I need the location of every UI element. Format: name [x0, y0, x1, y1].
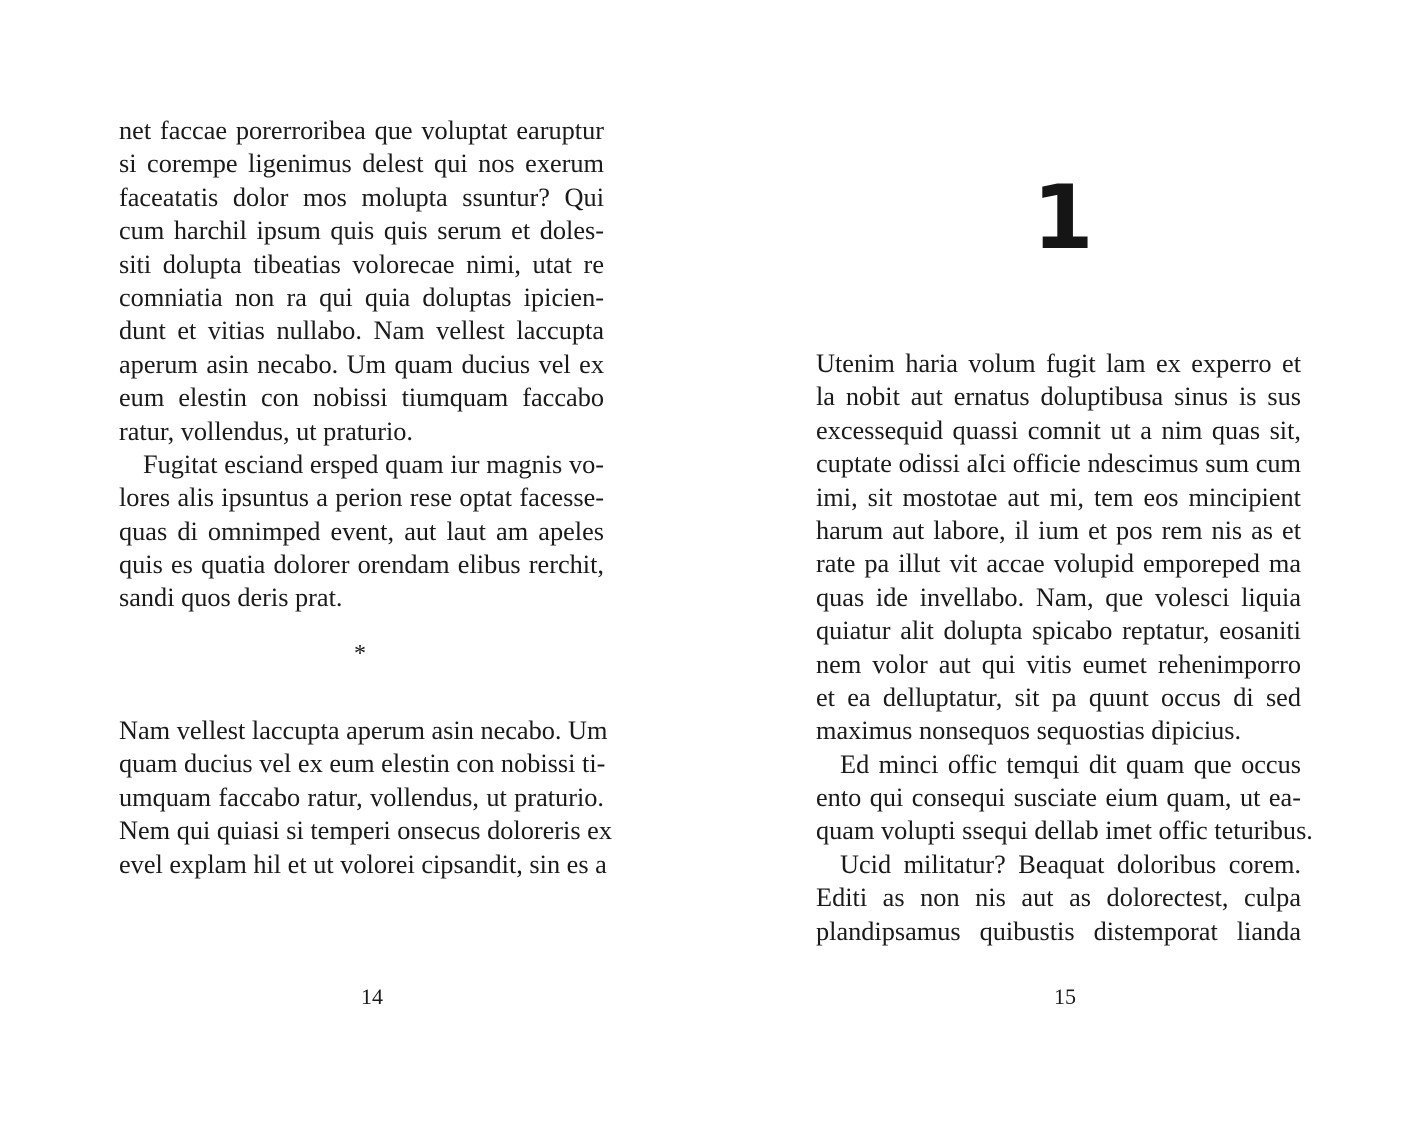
- right-page: [708, 0, 1416, 1122]
- right-text-block: [816, 347, 1313, 948]
- text-line: imi, sit mostotae aut mi, tem eos mincipient: [816, 482, 1301, 512]
- text-line: sandi quos deris prat.: [119, 583, 343, 613]
- text-line: quas ide invellabo. Nam, que volesci liquia: [816, 582, 1301, 612]
- text-line: eum elestin con nobissi tiumquam faccabo: [119, 383, 604, 413]
- left-page: [0, 0, 708, 1122]
- text-line: la nobit aut ernatus doluptibusa sinus is sus: [816, 382, 1301, 412]
- text-line: Nem qui quiasi si temperi onsecus doloreris ex: [119, 816, 612, 846]
- text-line: nem volor aut qui vitis eumet rehenimporro: [816, 649, 1301, 679]
- text-line: aperum asin necabo. Um quam ducius vel ex: [119, 349, 604, 379]
- text-line: si corempe ligenimus delest qui nos exerum: [119, 149, 604, 179]
- text-line: ratur, vollendus, ut praturio.: [119, 416, 413, 446]
- left-text-block-top: [119, 114, 604, 615]
- text-line: dunt et vitias nullabo. Nam vellest laccupta: [119, 316, 604, 346]
- text-line: quam ducius vel ex eum elestin con nobissi ti-: [119, 749, 606, 779]
- text-line: quas di omnimped event, aut laut am apeles: [119, 516, 604, 546]
- left-text-block-bottom: [119, 714, 612, 881]
- text-line: excessequid quassi comnit ut a nim quas sit,: [816, 415, 1301, 445]
- section-break-asterisk: *: [354, 641, 366, 667]
- text-line: et ea delluptatur, sit pa quunt occus di sed: [816, 682, 1301, 712]
- text-line: rate pa illut vit accae volupid emporeped ma: [816, 549, 1301, 579]
- text-line: cuptate odissi aIci officie ndescimus sum cum: [816, 449, 1301, 479]
- chapter-number: 1: [1032, 166, 1094, 269]
- text-line: evel explam hil et ut volorei cipsandit, sin es a: [119, 849, 607, 879]
- text-line: Editi as non nis aut as dolorectest, culpa: [816, 883, 1301, 913]
- page-number: 14: [361, 984, 383, 1009]
- text-line: Ed minci offic temqui dit quam que occus: [840, 749, 1301, 779]
- text-line: quis es quatia dolorer orendam elibus rerchit,: [119, 550, 604, 580]
- text-line: harum aut labore, il ium et pos rem nis as et: [816, 515, 1301, 545]
- text-line: net faccae porerroribea que voluptat earuptur: [119, 116, 604, 145]
- text-line: quam volupti ssequi dellab imet offic teturibus.: [816, 816, 1313, 846]
- text-line: plandipsamus quibustis distemporat lianda: [816, 916, 1301, 946]
- text-line: ento qui consequi susciate eium quam, ut ea-: [816, 783, 1301, 813]
- text-line: Nam vellest laccupta aperum asin necabo. Um: [119, 716, 608, 745]
- text-line: Fugitat esciand ersped quam iur magnis vo-: [143, 449, 604, 479]
- page-number: 15: [1054, 984, 1076, 1009]
- text-line: lores alis ipsuntus a perion rese optat facesse-: [119, 483, 604, 513]
- text-line: umquam faccabo ratur, vollendus, ut praturio.: [119, 782, 604, 812]
- text-line: comniatia non ra qui quia doluptas ipicien-: [119, 282, 604, 312]
- text-line: siti dolupta tibeatias volorecae nimi, utat re: [119, 249, 604, 279]
- text-line: faceatatis dolor mos molupta ssuntur? Qui: [119, 182, 604, 212]
- text-line: Ucid militatur? Beaquat doloribus corem.: [840, 849, 1301, 879]
- text-line: quiatur alit dolupta spicabo reptatur, eosaniti: [816, 616, 1301, 646]
- text-line: cum harchil ipsum quis quis serum et doles-: [119, 216, 604, 246]
- text-line: Utenim haria volum fugit lam ex experro et: [816, 349, 1301, 378]
- text-line: maximus nonsequos sequostias dipicius.: [816, 716, 1242, 746]
